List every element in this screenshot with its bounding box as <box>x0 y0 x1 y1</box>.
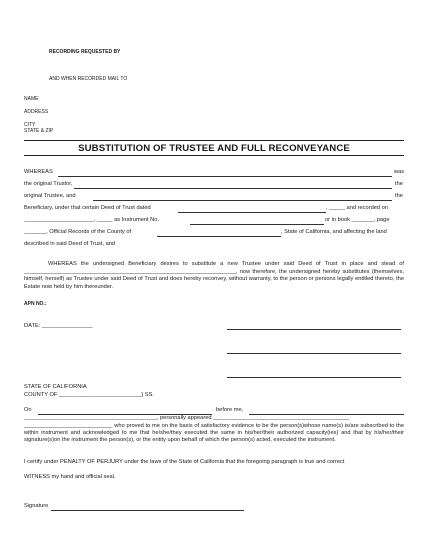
described-label: described in said Deed of Trust, and <box>24 241 116 247</box>
city-label: CITY <box>24 122 36 128</box>
trustee-line[interactable] <box>93 200 392 201</box>
title-top-rule <box>24 140 404 141</box>
the-label-1: the <box>395 181 403 187</box>
mail-to-label: AND WHEN RECORDED MAIL TO <box>49 76 128 82</box>
official-records-label: _______, Official Records of the County of <box>24 229 132 235</box>
address-label: ADDRESS <box>24 109 49 115</box>
signature-line-1[interactable] <box>227 329 401 330</box>
acknowledgment-paragraph: ____________________________ who proved to me on the basis of satisfactory evidence to be the person(s)whose name(s) is/are subscribed to the within instrument and acknowledged to me that he/she/they executed the same in his/her/their authorized capacity(ies) and that by his/her/their signature(s)on the instrument the person(s), or the entity upon behalf of which the person(s) acted, executed the instrument. <box>24 423 404 443</box>
whereas-line[interactable] <box>58 176 392 177</box>
the-label-2: the <box>395 193 403 199</box>
title-bottom-rule <box>24 155 404 156</box>
trustor-line[interactable] <box>74 188 392 189</box>
original-trustee-label: original Trustee, and <box>24 193 76 199</box>
whereas-label: WHEREAS <box>24 169 53 175</box>
was-label: was <box>394 169 405 175</box>
witness-statement: WITNESS my hand and official seal. <box>24 474 116 480</box>
personally-appeared-line: __________________________________________, personally appeared ___________________________________________ <box>24 415 350 421</box>
document-title: SUBSTITUTION OF TRUSTEE AND FULL RECONVEYANCE <box>78 143 350 154</box>
state-affecting-label: , State of California, and affecting the land <box>281 229 387 235</box>
deed-date-line[interactable] <box>178 212 326 213</box>
county-of-label: COUNTY OF __________________________} SS. <box>24 392 154 398</box>
substitution-paragraph: WHEREAS the undersigned Beneficiary desires to substitute a new Trustee under said Deed of Trust in place and stead of ___________________________________________________________________, now therefore, the undersigned hereby substitutes (themselves, himself, herself) as Trustee under said Deed of Trust and does hereby reconvey, without warranty, to the person or persons legally entitled thereto, the Estate now held by him thereunder. <box>24 261 404 290</box>
instrument-line[interactable] <box>190 224 324 225</box>
book-page-label: or in book _______, page <box>325 217 390 223</box>
on-label: On <box>24 407 32 413</box>
signature-line-2[interactable] <box>227 353 401 354</box>
state-of-california-label: STATE OF CALIFORNIA <box>24 384 87 390</box>
name-label: NAME <box>24 96 39 102</box>
notary-signature-line[interactable] <box>51 510 244 511</box>
before-me-label: before me, <box>216 407 244 413</box>
state-zip-label: STATE & ZIP <box>24 128 54 134</box>
recorded-on-label: , _____ and recorded on <box>326 205 388 211</box>
apn-label: APN NO.: <box>24 301 47 307</box>
date-label: DATE: ________________ <box>24 323 93 329</box>
original-trustor-label: the original Trustor, <box>24 181 73 187</box>
county-line[interactable] <box>157 236 281 237</box>
beneficiary-label: Beneficiary, under that certain Deed of Trust dated <box>24 205 151 211</box>
perjury-statement: I certify under PENALTY OF PERJURY under the laws of the State of California that the foregoing paragraph is true and correct <box>24 459 345 465</box>
signature-label: Signature <box>24 503 49 509</box>
instrument-label: ______________________, _____ as Instrument No. <box>24 217 160 223</box>
recording-requested-label: RECORDING REQUESTED BY <box>49 49 121 55</box>
signature-line-3[interactable] <box>227 377 401 378</box>
